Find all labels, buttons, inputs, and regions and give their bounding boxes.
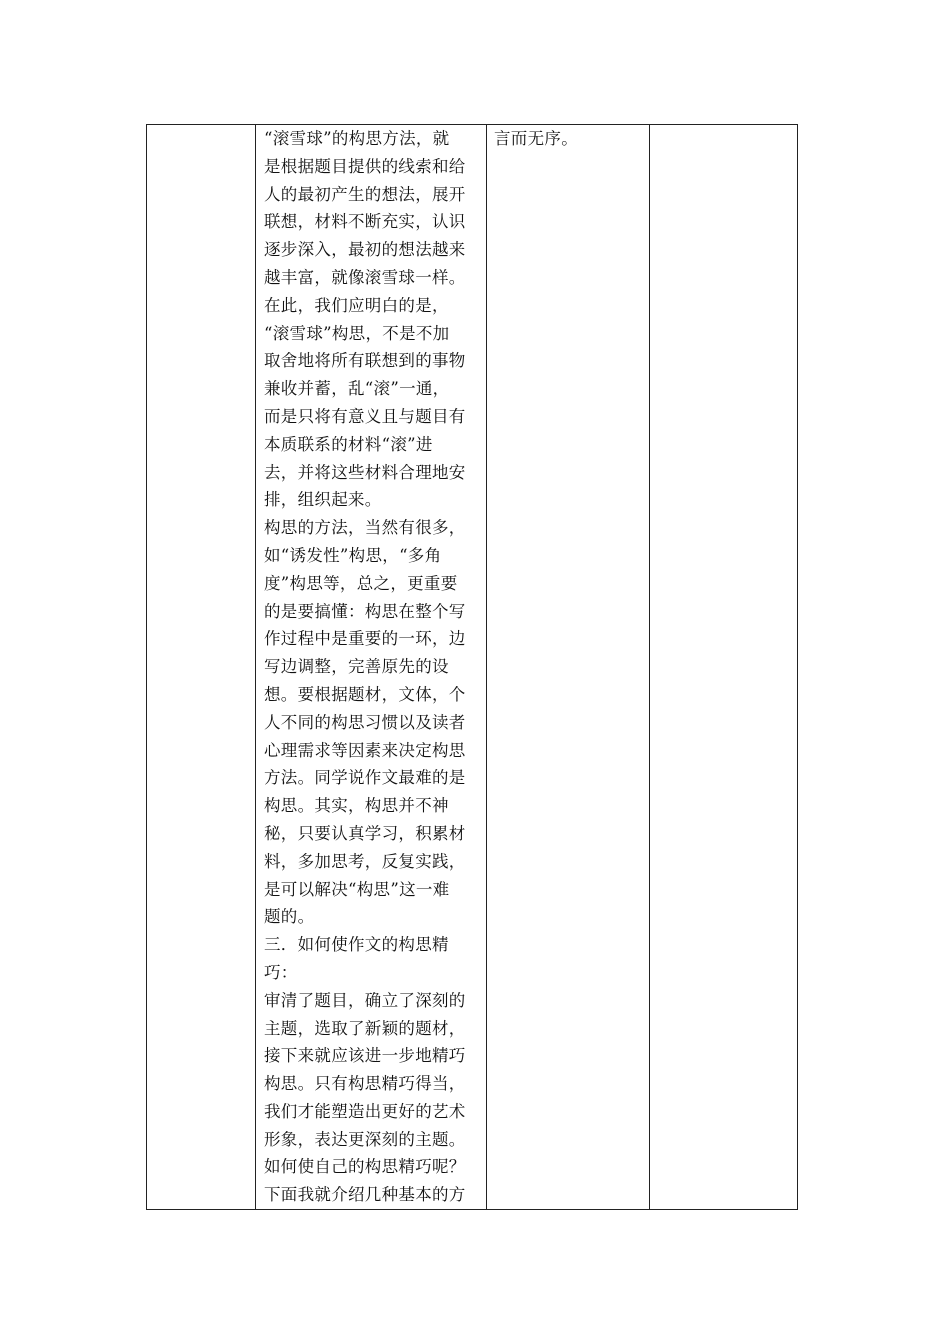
- text-line: 如“诱发性”构思，“多角: [264, 545, 442, 565]
- text-line: 巧：: [264, 962, 298, 982]
- text-line: “滚雪球”的构思方法，就: [264, 129, 450, 148]
- text-line: 写边调整，完善原先的设: [264, 657, 449, 677]
- text-line: 越丰富，就像滚雪球一样。: [264, 267, 466, 287]
- text-line: 的是要搞懂：构思在整个写: [264, 601, 466, 621]
- text-line: 下面我就介绍几种基本的方: [264, 1185, 466, 1205]
- table-cell-col1: [147, 125, 256, 1210]
- table-cell-col3: [487, 125, 650, 1210]
- text-line: 排，组织起来。: [264, 490, 382, 510]
- text-line: 秘，只要认真学习，积累材: [264, 823, 466, 843]
- text-line: 构思。只有构思精巧得当，: [264, 1074, 466, 1094]
- text-line: 我们才能塑造出更好的艺术: [264, 1101, 466, 1121]
- text-line: 想。要根据题材，文体，个: [264, 684, 466, 704]
- text-line: 本质联系的材料“滚”进: [264, 434, 433, 454]
- text-line: 去，并将这些材料合理地安: [264, 462, 466, 482]
- text-line: 审清了题目，确立了深刻的: [264, 990, 466, 1010]
- text-line: 在此，我们应明白的是，: [264, 295, 449, 315]
- text-line: 逐步深入，最初的想法越来: [264, 240, 466, 260]
- text-line: 而是只将有意义且与题目有: [264, 406, 466, 426]
- text-line: 是可以解决“构思”这一难: [264, 879, 450, 899]
- table-row: [147, 125, 798, 1210]
- text-line: 是根据题目提供的线索和给: [264, 156, 466, 176]
- text-line: 构思。其实，构思并不神: [264, 796, 449, 816]
- text-line: 如何使自己的构思精巧呢？: [264, 1157, 466, 1177]
- text-line: 主题，选取了新颖的题材，: [264, 1018, 466, 1038]
- text-line: 言而无序。: [494, 129, 578, 148]
- text-line: 度”构思等，总之，更重要: [264, 573, 458, 593]
- text-line: 方法。同学说作文最难的是: [264, 768, 466, 788]
- text-line: 取舍地将所有联想到的事物: [264, 351, 466, 371]
- table-cell-col4: [650, 125, 798, 1210]
- text-line: 构思的方法，当然有很多，: [264, 518, 466, 538]
- text-line: 形象，表达更深刻的主题。: [264, 1129, 466, 1149]
- text-line: 三．如何使作文的构思精: [264, 935, 449, 955]
- text-line: 题的。: [264, 907, 315, 927]
- lesson-plan-table: [146, 124, 798, 1210]
- text-line: 联想，材料不断充实，认识: [264, 212, 466, 232]
- text-line: 心理需求等因素来决定构思: [264, 740, 466, 760]
- text-line: 作过程中是重要的一环，边: [264, 629, 466, 649]
- cell-text-col3: [487, 125, 649, 153]
- text-line: 料，多加思考，反复实践，: [264, 851, 466, 871]
- text-line: 人的最初产生的想法，展开: [264, 184, 466, 204]
- text-line: 接下来就应该进一步地精巧: [264, 1046, 466, 1066]
- text-line: 人不同的构思习惯以及读者: [264, 712, 466, 732]
- cell-text-col2: [256, 125, 486, 1209]
- table-cell-col2: [256, 125, 487, 1210]
- text-line: “滚雪球”构思，不是不加: [264, 323, 450, 343]
- text-line: 兼收并蓄，乱“滚”一通，: [264, 379, 450, 399]
